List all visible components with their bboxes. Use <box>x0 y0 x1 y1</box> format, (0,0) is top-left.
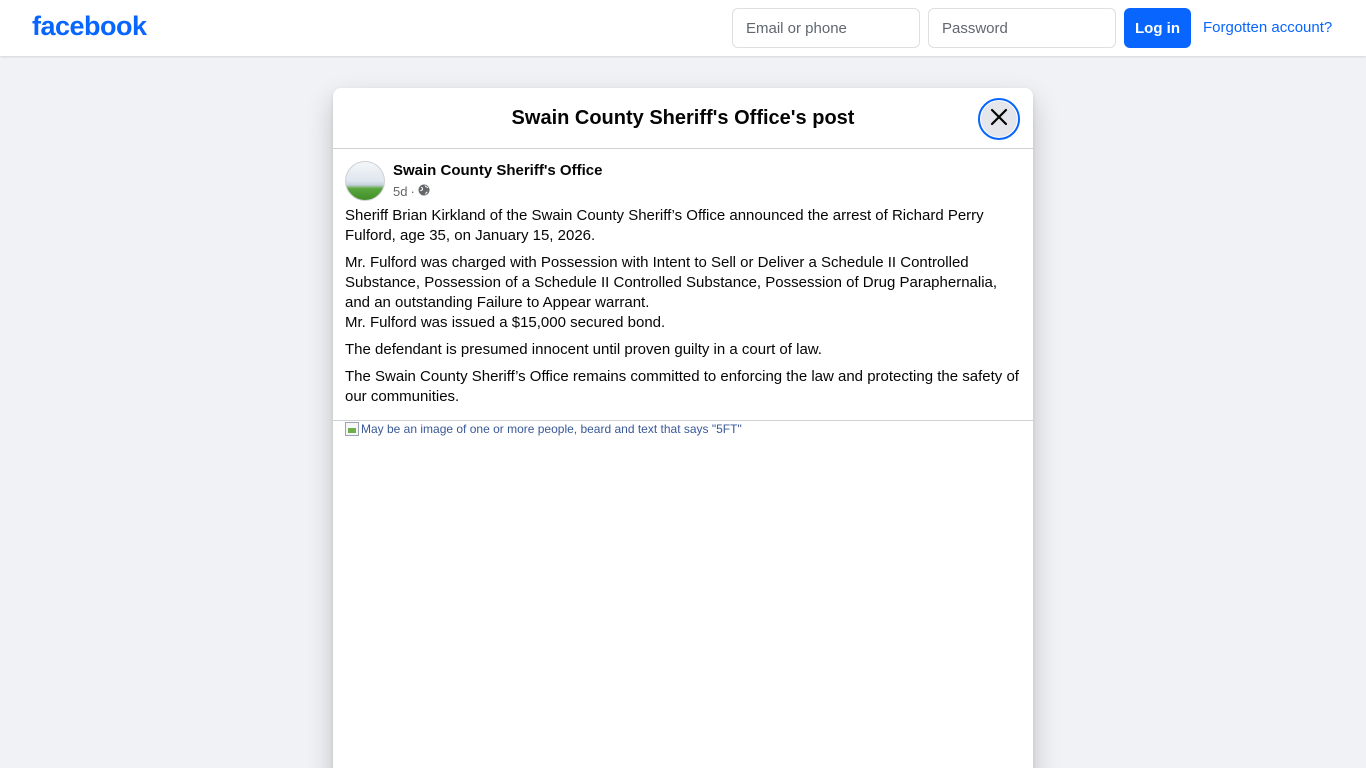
email-or-phone-input[interactable] <box>732 8 920 48</box>
image-alt-text: May be an image of one or more people, beard and text that says "5FT" <box>361 422 742 436</box>
top-navigation-bar <box>0 0 1366 56</box>
forgotten-account-link[interactable]: Forgotten account? <box>1203 19 1333 36</box>
page-avatar[interactable] <box>345 161 385 201</box>
meta-separator: · <box>410 183 415 199</box>
broken-image-icon <box>345 422 359 436</box>
post-dialog <box>333 88 1033 768</box>
post-text <box>345 206 1023 414</box>
post-meta <box>393 183 430 199</box>
dialog-header <box>333 88 1033 149</box>
media-divider <box>333 420 1033 421</box>
post-image[interactable] <box>345 422 742 436</box>
globe-icon <box>418 184 430 199</box>
facebook-logo[interactable]: facebook <box>32 11 147 41</box>
post-paragraph: The defendant is presumed innocent until proven guilty in a court of law. <box>345 341 822 358</box>
post-paragraph: Sheriff Brian Kirkland of the Swain County Sheriff’s Office announced the arrest of Richard Perry Fulford, age 35, on January 15, 2026. <box>345 207 984 244</box>
password-input[interactable] <box>928 8 1116 48</box>
page-name-link[interactable]: Swain County Sheriff's Office <box>393 162 603 179</box>
dialog-title: Swain County Sheriff's Office's post <box>511 107 855 129</box>
post-timestamp[interactable]: 5d <box>393 183 408 199</box>
post-paragraph: Mr. Fulford was charged with Possession with Intent to Sell or Deliver a Schedule II Controlled Substance, Possession of a Schedule II Controlled Substance, Possession of Drug Paraphernalia, and an outstanding Failure to Appear warrant. Mr. Fulford was issued a $15,000 secured bond. <box>345 254 998 331</box>
post-paragraph: The Swain County Sheriff’s Office remains committed to enforcing the law and protecting the safety of our communities. <box>345 368 1019 405</box>
log-in-button[interactable]: Log in <box>1124 8 1191 48</box>
close-icon <box>990 108 1008 131</box>
close-button[interactable] <box>978 98 1020 140</box>
